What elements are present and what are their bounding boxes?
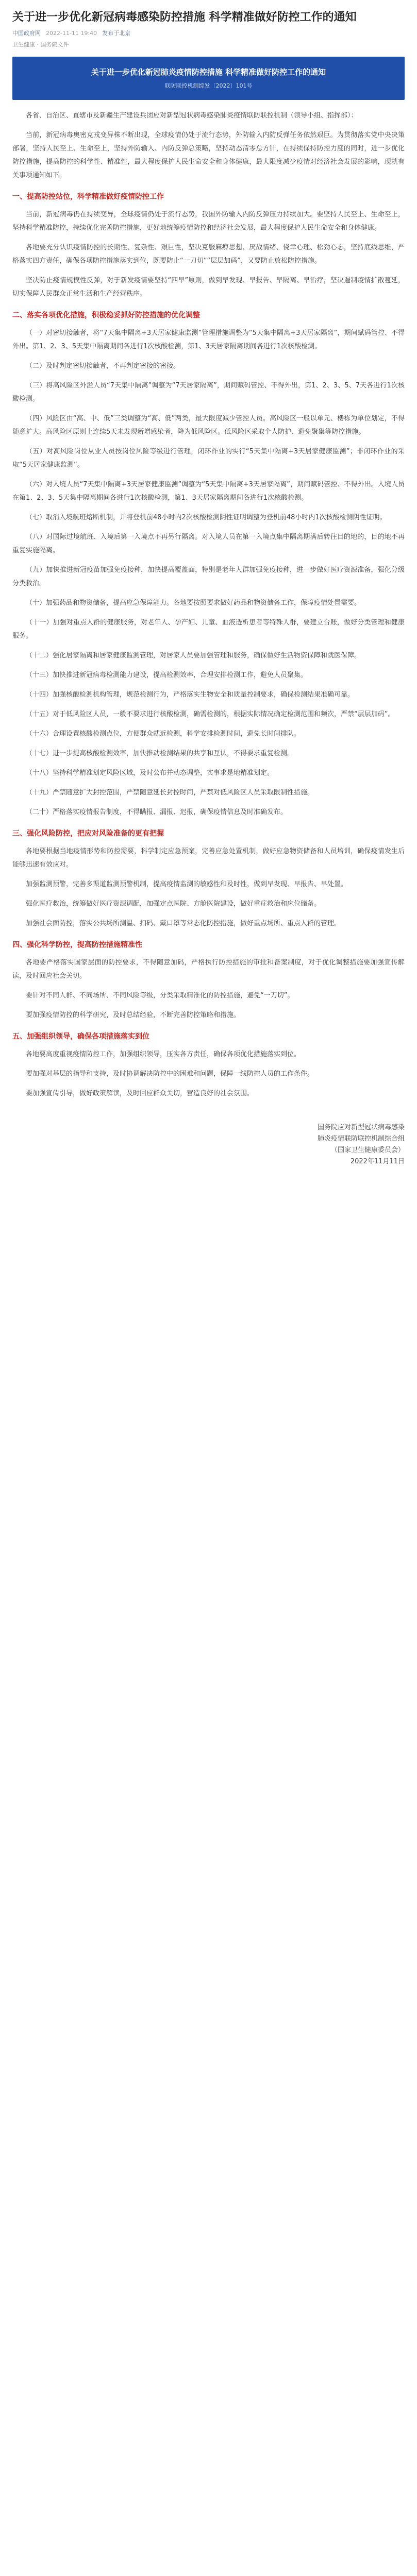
article-page <box>0 9 417 1167</box>
section-2-para: （十四）加强核酸检测机构管理，规范检测行为，严格落实生物安全和质量控制要求，确保检测结果准确可靠。 <box>26 691 355 699</box>
section-2-para: （十八）坚持科学精准划定风险区域，及时公布并动态调整，实事求是地精准划定。 <box>26 769 274 777</box>
section-2-para: （十六）合理设置核酸检测点位，方便群众就近检测，科学安排检测时间，避免长时间排队。 <box>26 730 301 738</box>
section-2-para: （六）对入境人员“7天集中隔离+3天居家健康监测”调整为“5天集中隔离+3天居家隔离”，期间赋码管控、不得外出。入境人员在第1、2、3、5天集中隔离期间各进行1次核酸检测，第1、3天居家隔离期间各进行1次核酸检测。 <box>12 481 405 502</box>
breadcrumb: 卫生健康 · 国务院文件 <box>12 41 69 48</box>
section-3-para: 加强监测预警，完善多渠道监测预警机制，提高疫情监测的敏感性和及时性，做到早发现、早报告、早处置。 <box>26 880 348 888</box>
section-1-para: 坚决防止疫情规模性反弹，对于新发疫情要坚持“四早”原则，做到早发现、早报告、早隔离、早治疗，坚决遏制疫情扩散蔓延，切实保障人民群众正常生活和生产经营秩序。 <box>12 277 405 298</box>
section-5-para: 各地要高度重视疫情防控工作，加强组织领导，压实各方责任，确保各项优化措施落实到位。 <box>26 1050 301 1058</box>
source-link[interactable]: 中国政府网 <box>12 30 41 37</box>
section-3-para: 各地要根据当地疫情形势和防控需要，科学制定应急预案，完善应急处置机制，做好应急物资储备和人员培训，确保疫情发生后能够迅速有效应对。 <box>12 848 405 869</box>
section-5-para: 要加强宣传引导，做好政策解读，及时回应群众关切，营造良好的社会氛围。 <box>26 1090 254 1097</box>
section-2-para: （十三）加快推进新冠病毒检测能力建设，提高检测效率，合理安排检测工作，避免人员聚集。 <box>26 671 308 679</box>
section-4-para: 各地要严格落实国家层面的防控要求，不得随意加码，严格执行防控措施的审批和备案制度，对于优化调整措施要加强宣传解读，及时回应社会关切。 <box>12 959 405 980</box>
section-3-para: 加强社会面防控，落实公共场所测温、扫码、戴口罩等常态化防控措施，做好重点场所、重点人群的管理。 <box>26 920 341 927</box>
section-2-para: （九）加快推进新冠疫苗加强免疫接种，加快提高覆盖面，特别是老年人群加强免疫接种，进一步做好医疗资源准备，强化分级分类救治。 <box>12 566 405 587</box>
section-4-para: 要针对不同人群、不同场所、不同风险等级，分类采取精准化的防控措施，避免“一刀切”。 <box>26 992 294 999</box>
section-4-para: 要加强疫情防控的科学研究，及时总结经验，不断完善防控策略和措施。 <box>26 1011 241 1019</box>
section-2-para: （十二）强化居家隔离和居家健康监测管理，对居家人员要加强管理和服务，确保做好生活物资保障和就医保障。 <box>26 652 361 659</box>
signature-org-line3: （国家卫生健康委员会） <box>330 1146 405 1154</box>
section-2-para: （三）将高风险区外溢人员“7天集中隔离”调整为“7天居家隔离”，期间赋码管控、不得外出，第1、2、3、5、7天各进行1次核酸检测。 <box>12 382 405 403</box>
section-2-para: （十一）加强对重点人群的健康服务，对老年人、孕产妇、儿童、血液透析患者等特殊人群，要建立台账，做好分类管理和健康服务。 <box>12 619 405 640</box>
section-2-para: （四）风险区由“高、中、低”三类调整为“高、低”两类，最大限度减少管控人员。高风险区一般以单元、楼栋为单位划定，不得随意扩大。高风险区原则上连续5天未发现新增感染者，降为低风险区。低风险区采取个人防护、避免聚集等防控措施。 <box>12 415 405 436</box>
section-heading-1: 一、提高防控站位，科学精准做好疫情防控工作 <box>12 193 164 201</box>
section-2-para: （五）对高风险岗位从业人员按岗位风险等级进行管理，闭环作业的实行“5天集中隔离+3天居家健康监测”；非闭环作业的采取“5天居家健康监测”。 <box>12 448 405 469</box>
banner-doc-number: 联防联控机制综发〔2022〕101号 <box>164 82 253 89</box>
section-2-para: （十五）对于低风险区人员，一般不要求进行核酸检测，确需检测的，根据实际情况确定检测范围和频次，严禁“层层加码”。 <box>26 710 395 718</box>
publisher-link[interactable]: 发布于北京 <box>102 30 131 37</box>
section-2-para: （一）对密切接触者，将“7天集中隔离+3天居家健康监测”管理措施调整为“5天集中隔离+3天居家隔离”，期间赋码管控、不得外出。第1、2、3、5天集中隔离期间各进行1次核酸检测，第1、3天居家隔离期间各进行1次核酸检测。 <box>12 329 405 350</box>
section-2-para: （二十）严格落实疫情报告制度，不得瞒报、漏报、迟报，确保疫情信息及时准确发布。 <box>26 808 288 816</box>
section-3-para: 强化医疗救治，统筹做好医疗资源调配，加强定点医院、方舱医院建设，做好重症救治和床位储备。 <box>26 900 321 908</box>
signature-org-line1: 国务院应对新型冠状病毒感染 <box>317 1124 405 1131</box>
header-banner <box>12 57 405 100</box>
signature-org-line2: 肺炎疫情联防联控机制综合组 <box>317 1135 405 1143</box>
intro-addressee: 各省、自治区、直辖市及新疆生产建设兵团应对新型冠状病毒感染肺炎疫情联防联控机制（领导小组、指挥部）： <box>26 112 358 120</box>
section-1-para: 各地要充分认识疫情防控的长期性、复杂性、艰巨性，坚决克服麻痹思想、厌战情绪、侥幸心理、松劲心态，坚持底线思维，严格落实四方责任，确保各项防控措施落实到位，既要防止“一刀切”“层层加码”，又要防止放松防控措施。 <box>12 244 405 265</box>
section-2-para: （十）加强药品和物资储备，提高应急保障能力。各地要按照要求做好药品和物资储备工作，保障疫情处置需要。 <box>26 599 361 607</box>
section-2-para: （十七）进一步提高核酸检测效率，加快推动检测结果的共享和互认，不得要求重复检测。 <box>26 750 294 757</box>
spacer <box>12 1107 405 1116</box>
article-title: 关于进一步优化新冠病毒感染防控措施 科学精准做好防控工作的通知 <box>12 11 357 24</box>
intro-paragraph: 当前，新冠病毒奥密克戎变异株不断出现，全球疫情仍处于流行态势，外防输入内防反弹任务依然艰巨。为贯彻落实党中央决策部署，坚持人民至上、生命至上，坚持外防输入、内防反弹总策略，坚持动态清零总方针，在持续保持防控力度的同时，进一步优化防控措施，提高防控的科学性、精准性，最大程度保护人民生命安全和身体健康，最大限度减少疫情对经济社会发展的影响，现就有关事项通知如下。 <box>12 131 405 179</box>
article-meta <box>12 29 405 37</box>
signature-date: 2022年11月11日 <box>350 1158 405 1165</box>
section-heading-4: 四、强化科学防控，提高防控措施精准性 <box>12 941 142 949</box>
section-2-para: （八）对国际过境航班、入境后第一入境点不再另行隔离。对入境人员在第一入境点集中隔离期满后转往目的地的，目的地不再重复实施隔离。 <box>12 533 405 554</box>
signature-block <box>12 1122 405 1167</box>
section-2-para: （七）取消入境航班熔断机制，并将登机前48小时内2次核酸检测阴性证明调整为登机前48小时内1次核酸检测阴性证明。 <box>26 514 387 521</box>
section-2-para: （二）及时判定密切接触者，不再判定密接的密接。 <box>26 362 180 370</box>
section-heading-2: 二、落实各项优化措施，积极稳妥抓好防控措施的优化调整 <box>12 311 200 319</box>
section-heading-5: 五、加强组织领导，确保各项措施落实到位 <box>12 1032 149 1041</box>
section-heading-3: 三、强化风险防控，把应对风险准备的更有把握 <box>12 829 164 838</box>
section-5-para: 要加强对基层的指导和支持，及时协调解决防控中的困难和问题，保障一线防控人员的工作条件。 <box>26 1070 314 1078</box>
section-1-para: 当前，新冠病毒仍在持续变异，全球疫情仍处于流行态势，我国外防输入内防反弹压力持续加大。要坚持人民至上、生命至上，坚持科学精准防控，持续优化完善防控措施，更好地统筹疫情防控和经济社会发展，最大程度保护人民生命安全和身体健康。 <box>12 211 405 232</box>
banner-title: 关于进一步优化新冠肺炎疫情防控措施 科学精准做好防控工作的通知 <box>91 67 326 77</box>
publish-date: 2022-11-11 19:40 <box>46 29 97 37</box>
section-2-para: （十九）严禁随意扩大封控范围，严禁随意延长封控时间，严禁对低风险区人员采取限制性措施。 <box>26 789 314 796</box>
